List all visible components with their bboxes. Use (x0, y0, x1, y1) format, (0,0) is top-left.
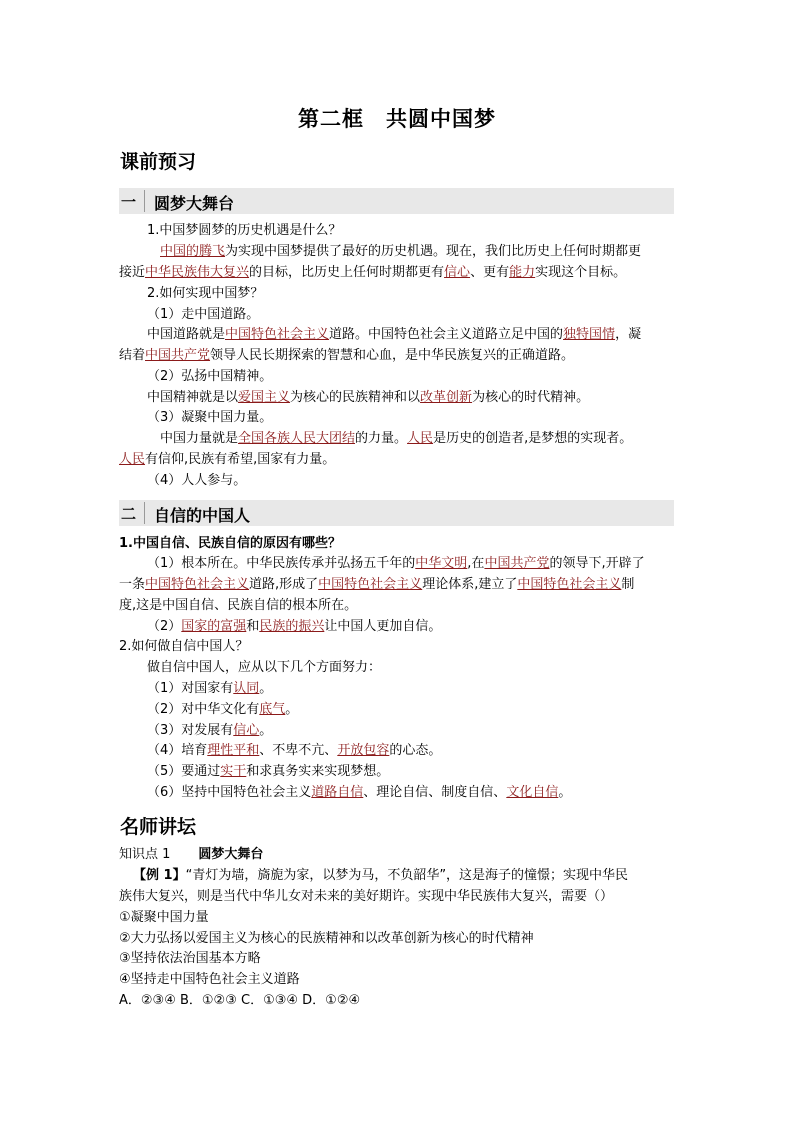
answer-line (147, 680, 272, 698)
keyword: 信心 (233, 723, 260, 738)
text: 为核心的时代精神。 (472, 390, 590, 405)
keyword: 中国特色社会主义 (517, 577, 622, 592)
answer-line (119, 347, 574, 365)
text: 实现这个目标。 (535, 265, 627, 280)
text: “青灯为墙，旖旎为家，以梦为马，不负韶华”，这是海子的憧憬；实现中华民 (185, 868, 629, 883)
keyword: 理性平和 (207, 743, 260, 758)
section-number: 二 (121, 505, 137, 523)
option-line: ③坚持依法治国基本方略 (119, 951, 261, 966)
keyword: 中国共产党 (484, 556, 550, 571)
preview-heading: 课前预习 (120, 151, 197, 173)
answer-line (119, 264, 626, 282)
knowledge-point (119, 846, 263, 864)
point-title: （3）凝聚中国力量。 (147, 410, 273, 425)
keyword: 人民 (407, 431, 434, 446)
keyword: 改革创新 (420, 390, 473, 405)
text: ,在 (467, 556, 485, 571)
point-title: （1）走中国道路。 (147, 307, 260, 322)
answer-line (147, 763, 389, 781)
text: 让中国人更加自信。 (324, 619, 442, 634)
point-title: （4）人人参与。 (147, 473, 247, 488)
text: 、不卑不亢、 (259, 743, 338, 758)
section-divider (144, 190, 145, 212)
answer-line (147, 326, 641, 344)
question: 2.如何做自信中国人？ (119, 639, 249, 654)
keyword: 中国的腾飞 (160, 244, 226, 259)
text: （2） (147, 619, 182, 634)
text: 领导人民长期探索的智慧和心血，是中华民族复兴的正确道路。 (210, 348, 575, 363)
text: （4）培育 (147, 743, 208, 758)
section-divider (144, 502, 145, 524)
text: 有信仰,民族有希望,国家有力量。 (145, 452, 336, 467)
text: 。 (285, 702, 299, 717)
keyword: 能力 (509, 265, 536, 280)
text: （3）对发展有 (147, 723, 234, 738)
answer-choices: A．②③④ B．①②③ C．①③④ D．①②④ (119, 993, 361, 1008)
section-label: 自信的中国人 (154, 506, 251, 525)
answer-line (147, 389, 589, 407)
answer-line (147, 555, 645, 573)
text: （2）对中华文化有 (147, 702, 260, 717)
text: 。 (558, 785, 572, 800)
keyword: 实干 (220, 764, 247, 779)
question: 1.中国梦圆梦的历史机遇是什么？ (147, 223, 342, 238)
text: 的领导下,开辟了 (549, 556, 645, 571)
text: 结着 (119, 348, 146, 363)
answer-line (119, 451, 335, 469)
question: 2.如何实现中国梦？ (147, 286, 264, 301)
keyword: 中国特色社会主义 (225, 327, 330, 342)
option-line: ①凝聚中国力量 (119, 910, 209, 925)
text: （5）要通过 (147, 764, 221, 779)
text: 中国精神就是以 (147, 390, 239, 405)
answer-line (147, 742, 441, 760)
text: （6）坚持中国特色社会主义 (147, 785, 312, 800)
intro-line: 做自信中国人，应从以下几个方面努力： (147, 660, 382, 675)
keyword: 爱国主义 (238, 390, 291, 405)
text: 。 (259, 723, 273, 738)
text: 道路。中国特色社会主义道路立足中国的 (329, 327, 564, 342)
text: 为实现中国梦提供了最好的历史机遇。现在，我们比历史上任何时期都更 (225, 244, 642, 259)
section-header-1 (119, 188, 674, 214)
text: 。 (259, 681, 273, 696)
text: （1）对国家有 (147, 681, 234, 696)
text: 中国力量就是 (160, 431, 239, 446)
answer-line (147, 722, 272, 740)
answer-line (160, 430, 632, 448)
section-number: 一 (121, 193, 137, 211)
keyword: 国家的富强 (181, 619, 247, 634)
section-header-2 (119, 500, 674, 526)
keyword: 信心 (444, 265, 471, 280)
text: 理论体系,建立了 (422, 577, 518, 592)
example-line: 族伟大复兴，则是当代中华儿女对未来的美好期许。实现中华民族伟大复兴，需要（） (119, 889, 614, 904)
page-title: 第二框 共圆中国梦 (298, 106, 496, 131)
example-line (133, 867, 628, 885)
example-label: 【例 1】 (133, 868, 186, 883)
text: 为核心的民族精神和以 (290, 390, 421, 405)
text: 和求真务实来实现梦想。 (246, 764, 390, 779)
option-line: ④坚持走中国特色社会主义道路 (119, 972, 300, 987)
keyword: 全国各族人民大团结 (238, 431, 356, 446)
answer-line (147, 784, 571, 802)
answer-line (147, 618, 441, 636)
text: 接近 (119, 265, 146, 280)
text: 和 (246, 619, 260, 634)
keyword: 开放包容 (337, 743, 390, 758)
text: ，凝 (615, 327, 642, 342)
keyword: 中华文明 (415, 556, 468, 571)
text: 制 (621, 577, 635, 592)
answer-line: 度,这是中国自信、民族自信的根本所在。 (119, 598, 358, 613)
kp-label: 知识点 1 (119, 847, 171, 862)
lecture-heading: 名师讲坛 (120, 816, 197, 838)
text: （1）根本所在。中华民族传承并弘扬五千年的 (147, 556, 416, 571)
keyword: 民族的振兴 (259, 619, 325, 634)
option-line: ②大力弘扬以爱国主义为核心的民族精神和以改革创新为核心的时代精神 (119, 931, 534, 946)
keyword: 认同 (233, 681, 260, 696)
keyword: 中华民族伟大复兴 (145, 265, 250, 280)
text: 是历史的创造者,是梦想的实现者。 (433, 431, 633, 446)
text: 一条 (119, 577, 146, 592)
point-title: （2）弘扬中国精神。 (147, 369, 273, 384)
keyword: 独特国情 (563, 327, 616, 342)
keyword: 底气 (259, 702, 286, 717)
answer-line (160, 243, 641, 261)
keyword: 中国特色社会主义 (145, 577, 250, 592)
text: 中国道路就是 (147, 327, 226, 342)
answer-line (119, 576, 634, 594)
section-label: 圆梦大舞台 (154, 194, 235, 213)
keyword: 道路自信 (311, 785, 364, 800)
keyword: 中国特色社会主义 (318, 577, 423, 592)
kp-title: 圆梦大舞台 (198, 847, 264, 862)
keyword: 人民 (119, 452, 146, 467)
text: 、理论自信、制度自信、 (363, 785, 507, 800)
text: 、更有 (470, 265, 510, 280)
keyword: 文化自信 (506, 785, 559, 800)
text: 的心态。 (389, 743, 442, 758)
keyword: 中国共产党 (145, 348, 211, 363)
text: 道路,形成了 (249, 577, 319, 592)
answer-line (147, 701, 298, 719)
text: 的力量。 (355, 431, 408, 446)
question: 1.中国自信、民族自信的原因有哪些？ (119, 536, 341, 551)
text: 的目标，比历史上任何时期都更有 (249, 265, 445, 280)
